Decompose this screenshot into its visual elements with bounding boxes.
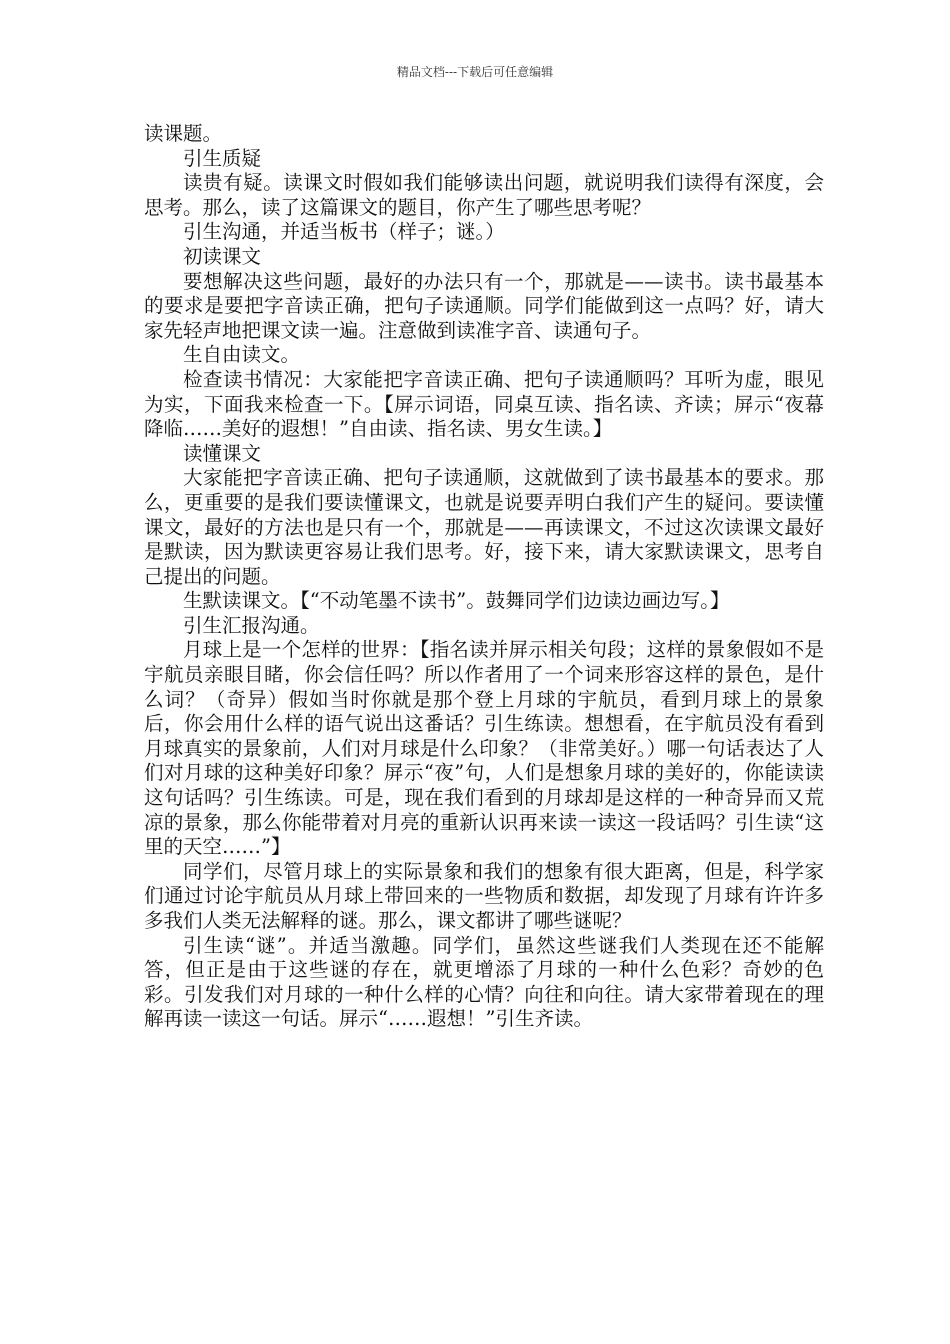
page-header: 精品文档---下载后可任意编辑	[396, 65, 554, 79]
paragraph-heading-first-reading: 初读课文	[183, 244, 262, 268]
paragraph-heading-understanding: 读懂课文	[183, 441, 262, 465]
paragraph-questioning: 读贵有疑。读课文时假如我们能够读出问题，就说明我们读得有深度，会思考。那么，读了这篇课文的题目，你产生了哪些思考呢？	[144, 171, 824, 219]
paragraph-first-reading: 要想解决这些问题，最好的办法只有一个，那就是——读书。读书最基本的要求是要把字音读正确，把句子读通顺。同学们能做到这一点吗？好，请大家先轻声地把课文读一遍。注意做到读准字音、读通句子。	[144, 269, 824, 342]
paragraph-read-title: 读课题。	[144, 122, 223, 145]
paragraph-report: 引生汇报沟通。	[183, 613, 320, 637]
paragraph-silent-reading: 生默读课文。【“不动笔墨不读书”。鼓舞同学们边读边画边写。】	[183, 589, 730, 613]
paragraph-free-reading: 生自由读文。	[183, 343, 301, 367]
paragraph-check-reading: 检查读书情况：大家能把字音读正确、把句子读通顺吗？耳听为虚，眼见为实，下面我来检查一下。【屏示词语，同桌互读、指名读、齐读；屏示“夜幕降临……美好的遐想！”自由读、指名读、男女生读。】	[144, 367, 824, 441]
document-body	[144, 122, 824, 1032]
paragraph-moon-mysteries: 同学们，尽管月球上的实际景象和我们的想象有很大距离，但是，科学家们通过讨论宇航员从月球上带回来的一些物质和数据，却发现了月球有许许多多我们人类无法解释的谜。那么，课文都讲了哪些谜呢？	[144, 859, 824, 932]
paragraph-moon-world: 月球上是一个怎样的世界：【指名读并屏示相关句段；这样的景象假如不是宇航员亲眼目睹，你会信任吗？所以作者用了一个词来形容这样的景色，是什么词？（奇异）假如当时你就是那个登上月球的宇航员，看到月球上的景象后，你会用什么样的语气说出这番话？引生练读。想想看，在宇航员没有看到月球真实的景象前，人们对月球是什么印象？（非常美好。）哪一句话表达了人们对月球的这种美好印象？屏示“夜”句，人们是想象月球的美好的，你能读读这句话吗？引生练读。可是，现在我们看到的月球却是这样的一种奇异而又荒凉的景象，那么你能带着对月亮的重新认识再来读一读这一段话吗？引生读“这里的天空……”】	[144, 638, 824, 859]
paragraph-read-mystery: 引生读“谜”。并适当激趣。同学们，虽然这些谜我们人类现在还不能解答，但正是由于这些谜的存在，就更增添了月球的一种什么色彩？奇妙的色彩。引发我们对月球的一种什么样的心情？向往和向往。请大家带着现在的理解再读一读这一句话。屏示“……遐想！”引生齐读。	[144, 933, 824, 1031]
paragraph-board-notes: 引生沟通，并适当板书（样子；谜。）	[183, 220, 505, 244]
paragraph-understanding: 大家能把字音读正确、把句子读通顺，这就做到了读书最基本的要求。那么，更重要的是我们要读懂课文，也就是说要弄明白我们产生的疑问。要读懂课文，最好的方法也是只有一个，那就是——再读课文，不过这次读课文最好是默读，因为默读更容易让我们思考。好，接下来，请大家默读课文，思考自己提出的问题。	[144, 466, 824, 588]
paragraph-heading-questioning: 引生质疑	[183, 146, 262, 170]
